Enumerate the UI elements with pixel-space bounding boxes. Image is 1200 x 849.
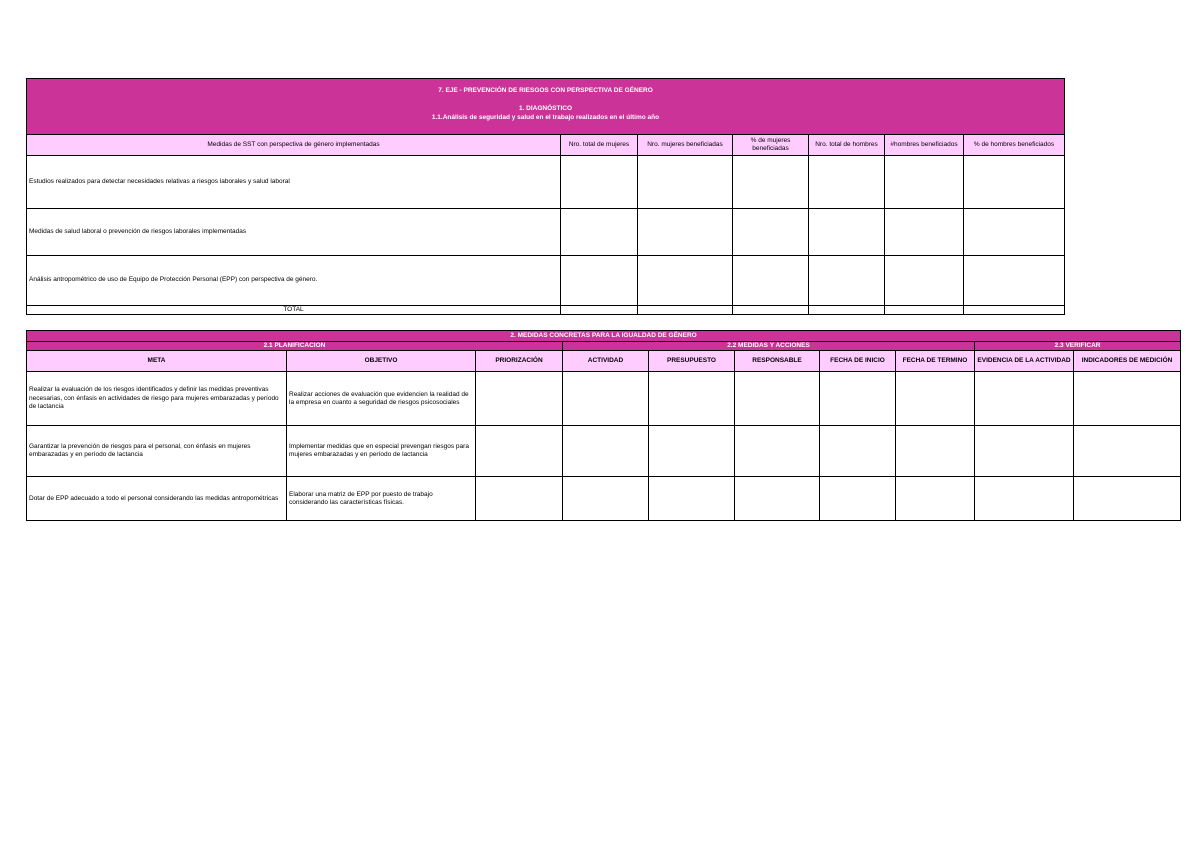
table-row <box>27 209 1065 256</box>
header-responsable: RESPONSABLE <box>735 351 820 372</box>
header-medidas: Medidas de SST con perspectiva de género implementadas <box>27 135 561 156</box>
total-row <box>27 306 1065 315</box>
meta-cell: Dotar de EPP adecuado a todo el personal considerando las medidas antropométricas <box>27 477 287 521</box>
group-planificacion: 2.1 PLANIFICACIÓN <box>27 342 563 351</box>
header-evidencia: EVIDENCIA DE LA ACTIVIDAD <box>975 351 1074 372</box>
header-total-mujeres: Nro. total de mujeres <box>561 135 638 156</box>
header-total-hombres: Nro. total de hombres <box>809 135 885 156</box>
table-row <box>27 372 1181 426</box>
section1-title: 7. EJE - PREVENCIÓN DE RIESGOS CON PERSPECTIVA DE GÉNERO <box>438 87 653 94</box>
objetivo-cell: Elaborar una matriz de EPP por puesto de trabajo considerando las características físicas. <box>287 477 476 521</box>
cell[interactable] <box>561 156 638 209</box>
cell[interactable] <box>638 156 733 209</box>
cell[interactable] <box>964 306 1065 315</box>
cell[interactable] <box>885 306 964 315</box>
cell[interactable] <box>809 156 885 209</box>
group-verificar: 2.3 VERIFICAR <box>975 342 1181 351</box>
cell[interactable] <box>975 477 1074 521</box>
cell[interactable] <box>733 156 809 209</box>
table-row <box>27 256 1065 306</box>
header-fecha-inicio: FECHA DE INICIO <box>820 351 896 372</box>
cell[interactable] <box>896 426 975 477</box>
cell[interactable] <box>476 477 563 521</box>
cell[interactable] <box>975 372 1074 426</box>
header-pct-hombres: % de hombres beneficiados <box>964 135 1065 156</box>
medidas-table <box>26 330 1181 521</box>
cell[interactable] <box>733 306 809 315</box>
header-meta: META <box>27 351 287 372</box>
cell[interactable] <box>820 477 896 521</box>
cell[interactable] <box>476 372 563 426</box>
row-label: Medidas de salud laboral o prevención de riesgos laborales implementadas <box>27 209 561 256</box>
objetivo-cell: Implementar medidas que en especial prevengan riesgos para mujeres embarazadas y en período de lactancia <box>287 426 476 477</box>
cell[interactable] <box>638 256 733 306</box>
section1-subtitle: 1. DIAGNÓSTICO <box>518 105 573 112</box>
cell[interactable] <box>820 426 896 477</box>
cell[interactable] <box>561 209 638 256</box>
cell[interactable] <box>735 477 820 521</box>
header-pct-mujeres: % de mujeres beneficiadas <box>733 135 809 156</box>
cell[interactable] <box>1074 372 1181 426</box>
header-actividad: ACTIVIDAD <box>563 351 649 372</box>
cell[interactable] <box>809 256 885 306</box>
header-objetivo: OBJETIVO <box>287 351 476 372</box>
meta-cell: Realizar la evaluación de los riesgos identificados y definir las medidas preventivas necesarias, con énfasis en actividades de riesgo para mujeres embarazadas y período de lactancia <box>27 372 287 426</box>
cell[interactable] <box>964 209 1065 256</box>
cell[interactable] <box>563 426 649 477</box>
cell[interactable] <box>885 156 964 209</box>
header-hombres-beneficiados: #hombres beneficiados <box>885 135 964 156</box>
cell[interactable] <box>885 209 964 256</box>
cell[interactable] <box>964 156 1065 209</box>
cell[interactable] <box>820 372 896 426</box>
diagnostico-table <box>26 78 1065 315</box>
header-fecha-termino: FECHA DE TERMINO <box>896 351 975 372</box>
table-row <box>27 477 1181 521</box>
cell[interactable] <box>733 256 809 306</box>
meta-cell: Garantizar la prevención de riesgos para el personal, con énfasis en mujeres embarazadas y en período de lactancia <box>27 426 287 477</box>
cell[interactable] <box>561 256 638 306</box>
group-medidas-acciones: 2.2 MEDIDAS Y ACCIONES <box>563 342 975 351</box>
cell[interactable] <box>735 372 820 426</box>
cell[interactable] <box>649 426 735 477</box>
row-label: Análisis antropométrico de uso de Equipo de Protección Personal (EPP) con perspectiva de género. <box>27 256 561 306</box>
header-priorizacion: PRIORIZACIÓN <box>476 351 563 372</box>
section1-subsubtitle: 1.1.Análisis de seguridad y salud en el trabajo realizados en el último año <box>431 114 660 121</box>
header-presupuesto: PRESUPUESTO <box>649 351 735 372</box>
table-row <box>27 156 1065 209</box>
cell[interactable] <box>1074 426 1181 477</box>
cell[interactable] <box>809 209 885 256</box>
cell[interactable] <box>563 477 649 521</box>
cell[interactable] <box>964 256 1065 306</box>
cell[interactable] <box>563 372 649 426</box>
section2-title: 2. MEDIDAS CONCRETAS PARA LA IGUALDAD DE GÉNERO <box>27 331 1181 342</box>
cell[interactable] <box>885 256 964 306</box>
cell[interactable] <box>649 372 735 426</box>
cell[interactable] <box>561 306 638 315</box>
total-label: TOTAL <box>27 306 561 315</box>
row-label: Estudios realizados para detectar necesidades relativas a riesgos laborales y salud laboral <box>27 156 561 209</box>
cell[interactable] <box>733 209 809 256</box>
header-indicadores: INDICADORES DE MEDICIÓN <box>1074 351 1181 372</box>
cell[interactable] <box>975 426 1074 477</box>
cell[interactable] <box>649 477 735 521</box>
cell[interactable] <box>735 426 820 477</box>
table-row <box>27 426 1181 477</box>
cell[interactable] <box>896 372 975 426</box>
section1-title-block <box>27 79 1065 135</box>
objetivo-cell: Realizar acciones de evaluación que evidencien la realidad de la empresa en cuanto a seguridad de riesgos psicosociales <box>287 372 476 426</box>
cell[interactable] <box>638 306 733 315</box>
header-mujeres-beneficiadas: Nro. mujeres beneficiadas <box>638 135 733 156</box>
cell[interactable] <box>476 426 563 477</box>
cell[interactable] <box>896 477 975 521</box>
cell[interactable] <box>1074 477 1181 521</box>
cell[interactable] <box>809 306 885 315</box>
cell[interactable] <box>638 209 733 256</box>
